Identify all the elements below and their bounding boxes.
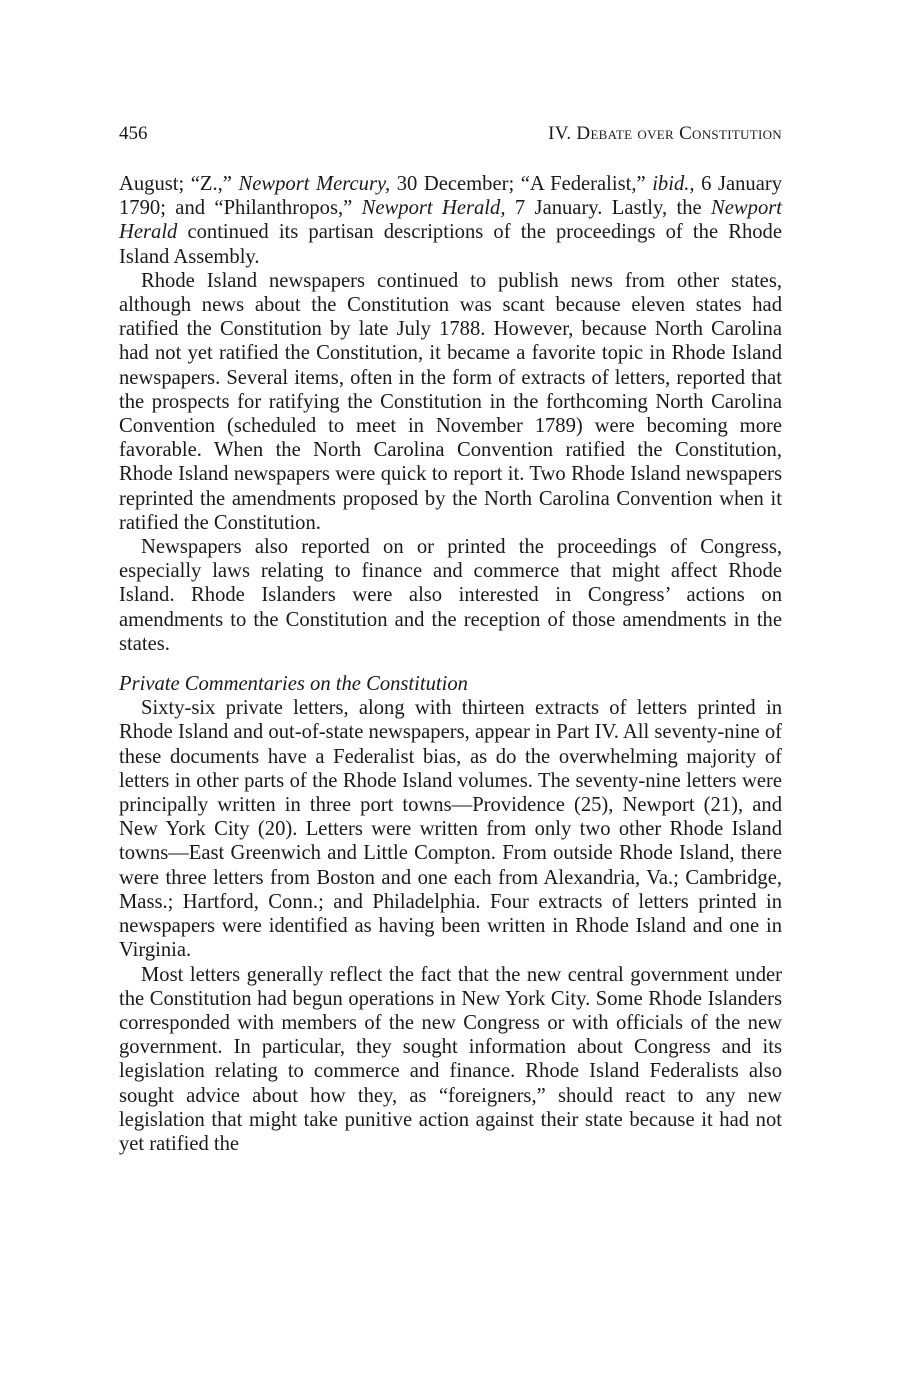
text-run: Newspapers also reported on or printed the proceedings of Congress, especially laws relating to finance and commerce that might affect Rhode Island. Rhode Islanders were also interested in Congress’ actions on amendments to the Constitution and the reception of those amendments in the states. bbox=[119, 536, 782, 655]
paragraph bbox=[119, 535, 782, 656]
running-head bbox=[119, 121, 782, 147]
page-number: 456 bbox=[119, 123, 148, 144]
text-run: continued its partisan descriptions of the proceedings of the Rhode Island Assembly. bbox=[119, 221, 782, 268]
italic-run: ibid., bbox=[652, 173, 695, 195]
paragraph bbox=[119, 172, 782, 269]
italic-run: Newport Mercury, bbox=[238, 173, 391, 195]
text-run: 7 January. Lastly, the bbox=[505, 197, 712, 220]
text-run: Rhode Island newspapers continued to publish news from other states, although news about the Constitution was scant because eleven states had ratified the Constitution by late July 1788. However, because North Carolina had not yet ratified the Constitution, it became a favorite topic in Rhode Island newspapers. Several items, often in the form of extracts of letters, reported that the prospects for ratifying the Constitution in the forthcoming North Carolina Convention (scheduled to meet in November 1789) were becoming more favorable. When the North Carolina Convention ratified the Constitution, Rhode Island newspapers were quick to report it. Two Rhode Island newspapers reprinted the amendments proposed by the North Carolina Convention when it ratified the Constitution. bbox=[119, 269, 782, 534]
paragraph bbox=[119, 269, 782, 535]
text-run: Most letters generally reflect the fact that the new central government under the Constitution had begun operations in New York City. Some Rhode Islanders corresponded with members of the new Congress or with officials of the new government. In particular, they sought information about Congress and its legislation relating to commerce and finance. Rhode Island Federalists also sought advice about how they, as “foreigners,” should react to any new legislation that might take punitive action against their state because it had not yet ratified the bbox=[119, 963, 782, 1155]
italic-run: Newport Herald, bbox=[361, 197, 506, 220]
text-run: 30 December; “A Federalist,” bbox=[390, 173, 653, 195]
text-run: 6 January 1790; and “Philanthropos,” bbox=[119, 173, 782, 220]
section-subheading bbox=[119, 672, 782, 696]
italic-run: Private Commentaries on the Constitution bbox=[119, 673, 468, 696]
body-text bbox=[119, 172, 782, 1156]
italic-run: Newport Herald bbox=[119, 197, 782, 244]
paragraph bbox=[119, 963, 782, 1157]
text-run: Sixty-six private letters, along with thirteen extracts of letters printed in Rhode Island and out-of-state newspapers, appear in Part IV. All seventy-nine of these documents have a Federalist bias, as do the overwhelming majority of letters in other parts of the Rhode Island volumes. The seventy-nine letters were principally written in three port towns—Providence (25), Newport (21), and New York City (20). Letters were written from only two other Rhode Island towns—East Greenwich and Little Compton. From outside Rhode Island, there were three letters from Boston and one each from Alexandria, Va.; Cambridge, Mass.; Hartford, Conn.; and Philadelphia. Four extracts of letters printed in newspapers were identified as having been written in Rhode Island and one in Virginia. bbox=[119, 697, 782, 962]
paragraph bbox=[119, 696, 782, 962]
section-title: IV. Debate over Constitution bbox=[548, 123, 782, 144]
text-run: August; “Z.,” bbox=[119, 173, 239, 195]
